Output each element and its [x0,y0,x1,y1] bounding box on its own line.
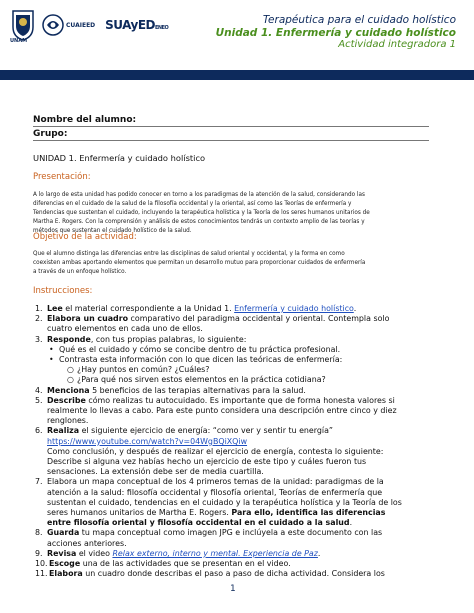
step-text: . [349,518,353,528]
unam-logo-text: UNAM [10,38,28,44]
step-text: ¿Para qué nos sirven estos elementos en la práctica cotidiana? [77,375,326,385]
cuaieed-logo [42,14,95,36]
step-text: comparativo del paradigma occidental y oriental. Contempla solo [128,314,390,324]
presentation-line: Martha E. Rogers. Con la comprensión y análisis de estos conocimientos tendrás un contexto amplio de las teorías y [33,219,365,225]
step-text: Como conclusión, y después de realizar el ejercicio de energía, contesta lo siguiente: [47,446,384,456]
step-keyword: Responde [47,334,91,344]
instructions-list [35,304,443,579]
header-band [0,70,474,80]
instructions-heading: Instrucciones: [33,286,93,296]
page-number: 1 [230,584,236,594]
step-text: Elabora un mapa conceptual de los 4 primeros temas de la unidad: paradigmas de la [47,477,384,487]
step-keyword: Lee [47,304,63,313]
step-text: Describe si alguna vez habías hecho un ejercicio de este tipo y cuáles fueron tus [47,457,367,467]
step-text: seres humanos unitarios de Martha E. Rogers. [47,508,232,518]
step-text: sensaciones. La extensión debe ser de media cuartilla. [47,467,264,477]
objective-line: Que el alumno distinga las diferencias entre las disciplinas de salud oriental y occidental, y la forma en como [33,251,345,257]
group-field[interactable] [33,128,429,141]
group-label: Grupo: [33,129,68,139]
step-text: renglones. [47,416,89,426]
step-number: 4. [35,385,43,395]
step-text: acciones anteriores. [47,538,127,548]
circle-bullet-icon: ○ [67,365,74,375]
student-name-label: Nombre del alumno: [33,115,137,125]
step-text: el material correspondiente a la Unidad 1. [62,304,235,313]
step-text: sustentan el cuidado, tendencias en el cuidado y la terapéutica holística y la Teoría de los [47,497,402,507]
presentation-line: Tendencias que sustentan el cuidado, incluyendo la terapéutica holística y la Teoría de los seres humanos unitarios de [33,210,370,216]
student-name-field[interactable] [33,114,429,127]
list-item [35,386,443,396]
step-text: el video [76,548,113,558]
step-keyword: Escoge [49,559,81,569]
step-text: . [317,548,321,558]
suayed-logo-text: SUAyED [105,18,156,32]
step-number: 11. [35,569,48,579]
list-item [35,426,443,477]
step-keyword: entre filosofía oriental y filosofía occidental en el cuidado a la salud [47,518,350,528]
list-item [35,355,443,365]
circle-bullet-icon: ○ [67,375,74,385]
course-title: Terapéutica para el cuidado holístico [262,14,456,26]
step-number: 10. [35,559,48,569]
step-number: 1. [35,304,43,313]
bullet-icon: • [49,344,54,354]
unit-title: Unidad 1. Enfermería y cuidado holístico [215,27,456,39]
unit-heading: UNIDAD 1. Enfermería y cuidado holístico [33,153,206,163]
list-item [35,396,443,427]
suayed-logo-sub: ENEO [155,25,169,31]
step-text: , con tus propias palabras, lo siguiente: [90,334,247,344]
document-header [0,0,474,75]
objective-line: coexisten ambas aportando elementos que permitan un desarrollo mutuo para proporcionar cuidados de enfermería [33,260,366,266]
step-keyword: Revisa [47,548,77,558]
step-number: 5. [35,395,43,405]
list-item [35,549,443,559]
step-keyword: Menciona [47,385,90,395]
step-text: un cuadro donde describas el paso a paso de dicha actividad. Considera los [82,569,385,579]
step-text: tu mapa conceptual como imagen JPG e inclúyela a este documento con las [79,528,383,538]
step-text: una de las actividades que se presentan en el video. [80,559,291,569]
list-item [35,304,443,314]
presentation-line: métodos que sustentan el cuidado holístico de la salud. [33,228,192,234]
list-item [35,365,443,375]
bullet-icon: • [49,355,54,365]
list-item [35,375,443,385]
list-item [35,569,443,579]
presentation-text [33,191,443,236]
step-text: Qué es el cuidado y cómo se concibe dentro de tu práctica profesional. [59,344,341,354]
step-keyword: Realiza [47,426,80,436]
step-number: 9. [35,548,43,558]
step-text: . [353,304,357,313]
step-text: atención a la salud: filosofía occidental y filosofía oriental, Teorías de enfermería que [47,487,383,497]
step-keyword: Elabora [49,569,83,579]
step-keyword: Guarda [47,528,80,538]
step-text: el siguiente ejercicio de energía: “como ver y sentir tu energía” [79,426,334,436]
objective-heading: Objetivo de la actividad: [33,232,137,242]
step-keyword: Para ello, identifica las diferencias [231,508,386,518]
step-text: Contrasta esta información con lo que dicen las teóricas de enfermería: [59,355,343,365]
step-number: 2. [35,314,43,324]
list-item [35,528,443,548]
institution-logos [10,6,168,44]
step-number: 7. [35,477,43,487]
list-item [35,477,443,528]
youtube-link[interactable]: https://www.youtube.com/watch?v=04WgBQiXQiw [47,436,248,446]
cuaieed-logo-text: CUAIEED [66,21,96,29]
step-number: 8. [35,528,43,538]
step-text: cómo realizas tu autocuidado. Es importante que de forma honesta valores si [85,395,395,405]
list-item [35,335,443,345]
step-text: cuatro elementos en cada uno de ellos. [47,324,203,334]
step-text: realmente lo llevas a cabo. Para este punto considera una descripción entre cinco y diez [47,406,397,416]
list-item [35,345,443,355]
objective-line: a través de un enfoque holístico. [33,269,127,275]
step-text: ¿Hay puntos en común? ¿Cuáles? [77,365,210,375]
activity-title: Actividad integradora 1 [338,39,456,50]
list-item [35,559,443,569]
step-number: 3. [35,334,43,344]
step-text: 5 beneficios de las terapias alternativas para la salud. [89,385,306,395]
header-titles [216,14,456,51]
presentation-line: A lo largo de esta unidad has podido conocer en torno a los paradigmas de la atención de la salud, considerando las [33,192,365,198]
objective-text [33,250,443,277]
presentation-line: diferencias en el cuidado de la salud de la filosofía occidental y la oriental, así como las Teorías de enfermería y [33,201,352,207]
student-info [33,114,429,141]
list-item [35,314,443,334]
step-keyword: Describe [47,395,86,405]
presentation-heading: Presentación: [33,172,91,182]
step-number: 6. [35,426,43,436]
material-link[interactable]: Enfermería y cuidado holístico [234,304,354,313]
video-link[interactable]: Relax externo, interno y mental. Experiencia de Paz [112,548,318,558]
step-keyword: Elabora un cuadro [47,314,129,324]
suayed-logo [105,18,168,32]
unam-logo [10,9,36,41]
